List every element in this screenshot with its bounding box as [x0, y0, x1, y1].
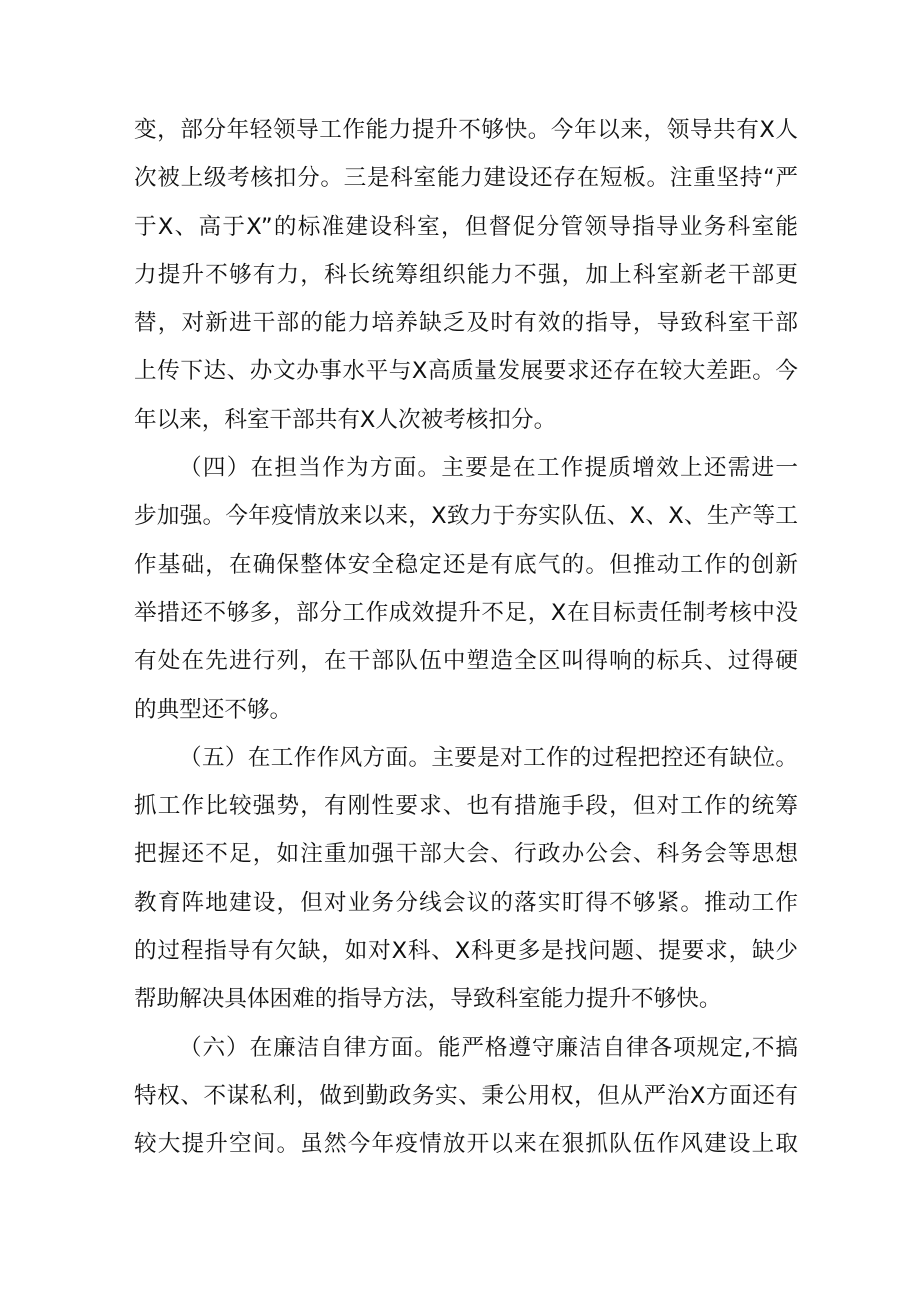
text-line: 教育阵地建设，但对业务分线会议的落实盯得不够紧。推动工作: [134, 889, 798, 916]
text-line: 于X、高于X”的标准建设科室，但督促分管领导指导业务科室能: [134, 213, 798, 240]
text-line: 把握还不足，如注重加强干部大会、行政办公会、科务会等思想: [134, 841, 798, 868]
text-line: 举措还不够多，部分工作成效提升不足，X在目标责任制考核中没: [134, 599, 798, 626]
paragraph-section-four: [134, 444, 798, 734]
text-line: 变，部分年轻领导工作能力提升不够快。今年以来，领导共有X人: [134, 117, 798, 143]
text-line: 替，对新进干部的能力培养缺乏及时有效的指导，导致科室干部: [134, 310, 798, 337]
text-line: 力提升不够有力，科长统筹组织能力不强，加上科室新老干部更: [134, 261, 798, 288]
section-heading-line: （五）在工作作风方面。主要是对工作的过程把控还有缺位。: [179, 744, 798, 771]
text-line: 上传下达、办文办事水平与X高质量发展要求还存在较大差距。今: [134, 358, 798, 385]
text-line: 较大提升空间。虽然今年疫情放开以来在狠抓队伍作风建设上取: [134, 1131, 798, 1158]
text-line: 年以来，科室干部共有X人次被考核扣分。: [134, 406, 557, 433]
text-line: 抓工作比较强势，有刚性要求、也有措施手段，但对工作的统筹: [134, 793, 798, 820]
section-heading-line: （四）在担当作为方面。主要是在工作提质增效上还需进一: [179, 455, 798, 482]
paragraph-section-six: [134, 1024, 798, 1169]
text-line: 帮助解决具体困难的指导方法，导致科室能力提升不够快。: [134, 986, 722, 1013]
paragraph-continuation-section-three: [134, 106, 798, 444]
paragraph-section-five: [134, 734, 798, 1024]
section-heading-line: （六）在廉洁自律方面。能严格遵守廉洁自律各项规定,不搞: [179, 1034, 798, 1061]
text-line: 作基础，在确保整体安全稳定还是有底气的。但推动工作的创新: [134, 551, 798, 578]
text-line: 次被上级考核扣分。三是科室能力建设还存在短板。注重坚持“严: [134, 165, 798, 192]
text-line: 步加强。今年疫情放来以来，X致力于夯实队伍、X、X、生产等工: [134, 503, 798, 530]
text-line: 有处在先进行列，在干部队伍中塑造全区叫得响的标兵、过得硬: [134, 648, 798, 675]
document-body: [134, 106, 798, 1169]
text-line: 特权、不谋私利，做到勤政务实、秉公用权，但从严治X方面还有: [134, 1082, 798, 1109]
text-line: 的过程指导有欠缺，如对X科、X科更多是找问题、提要求，缺少: [134, 938, 798, 965]
text-line: 的典型还不够。: [134, 696, 293, 723]
